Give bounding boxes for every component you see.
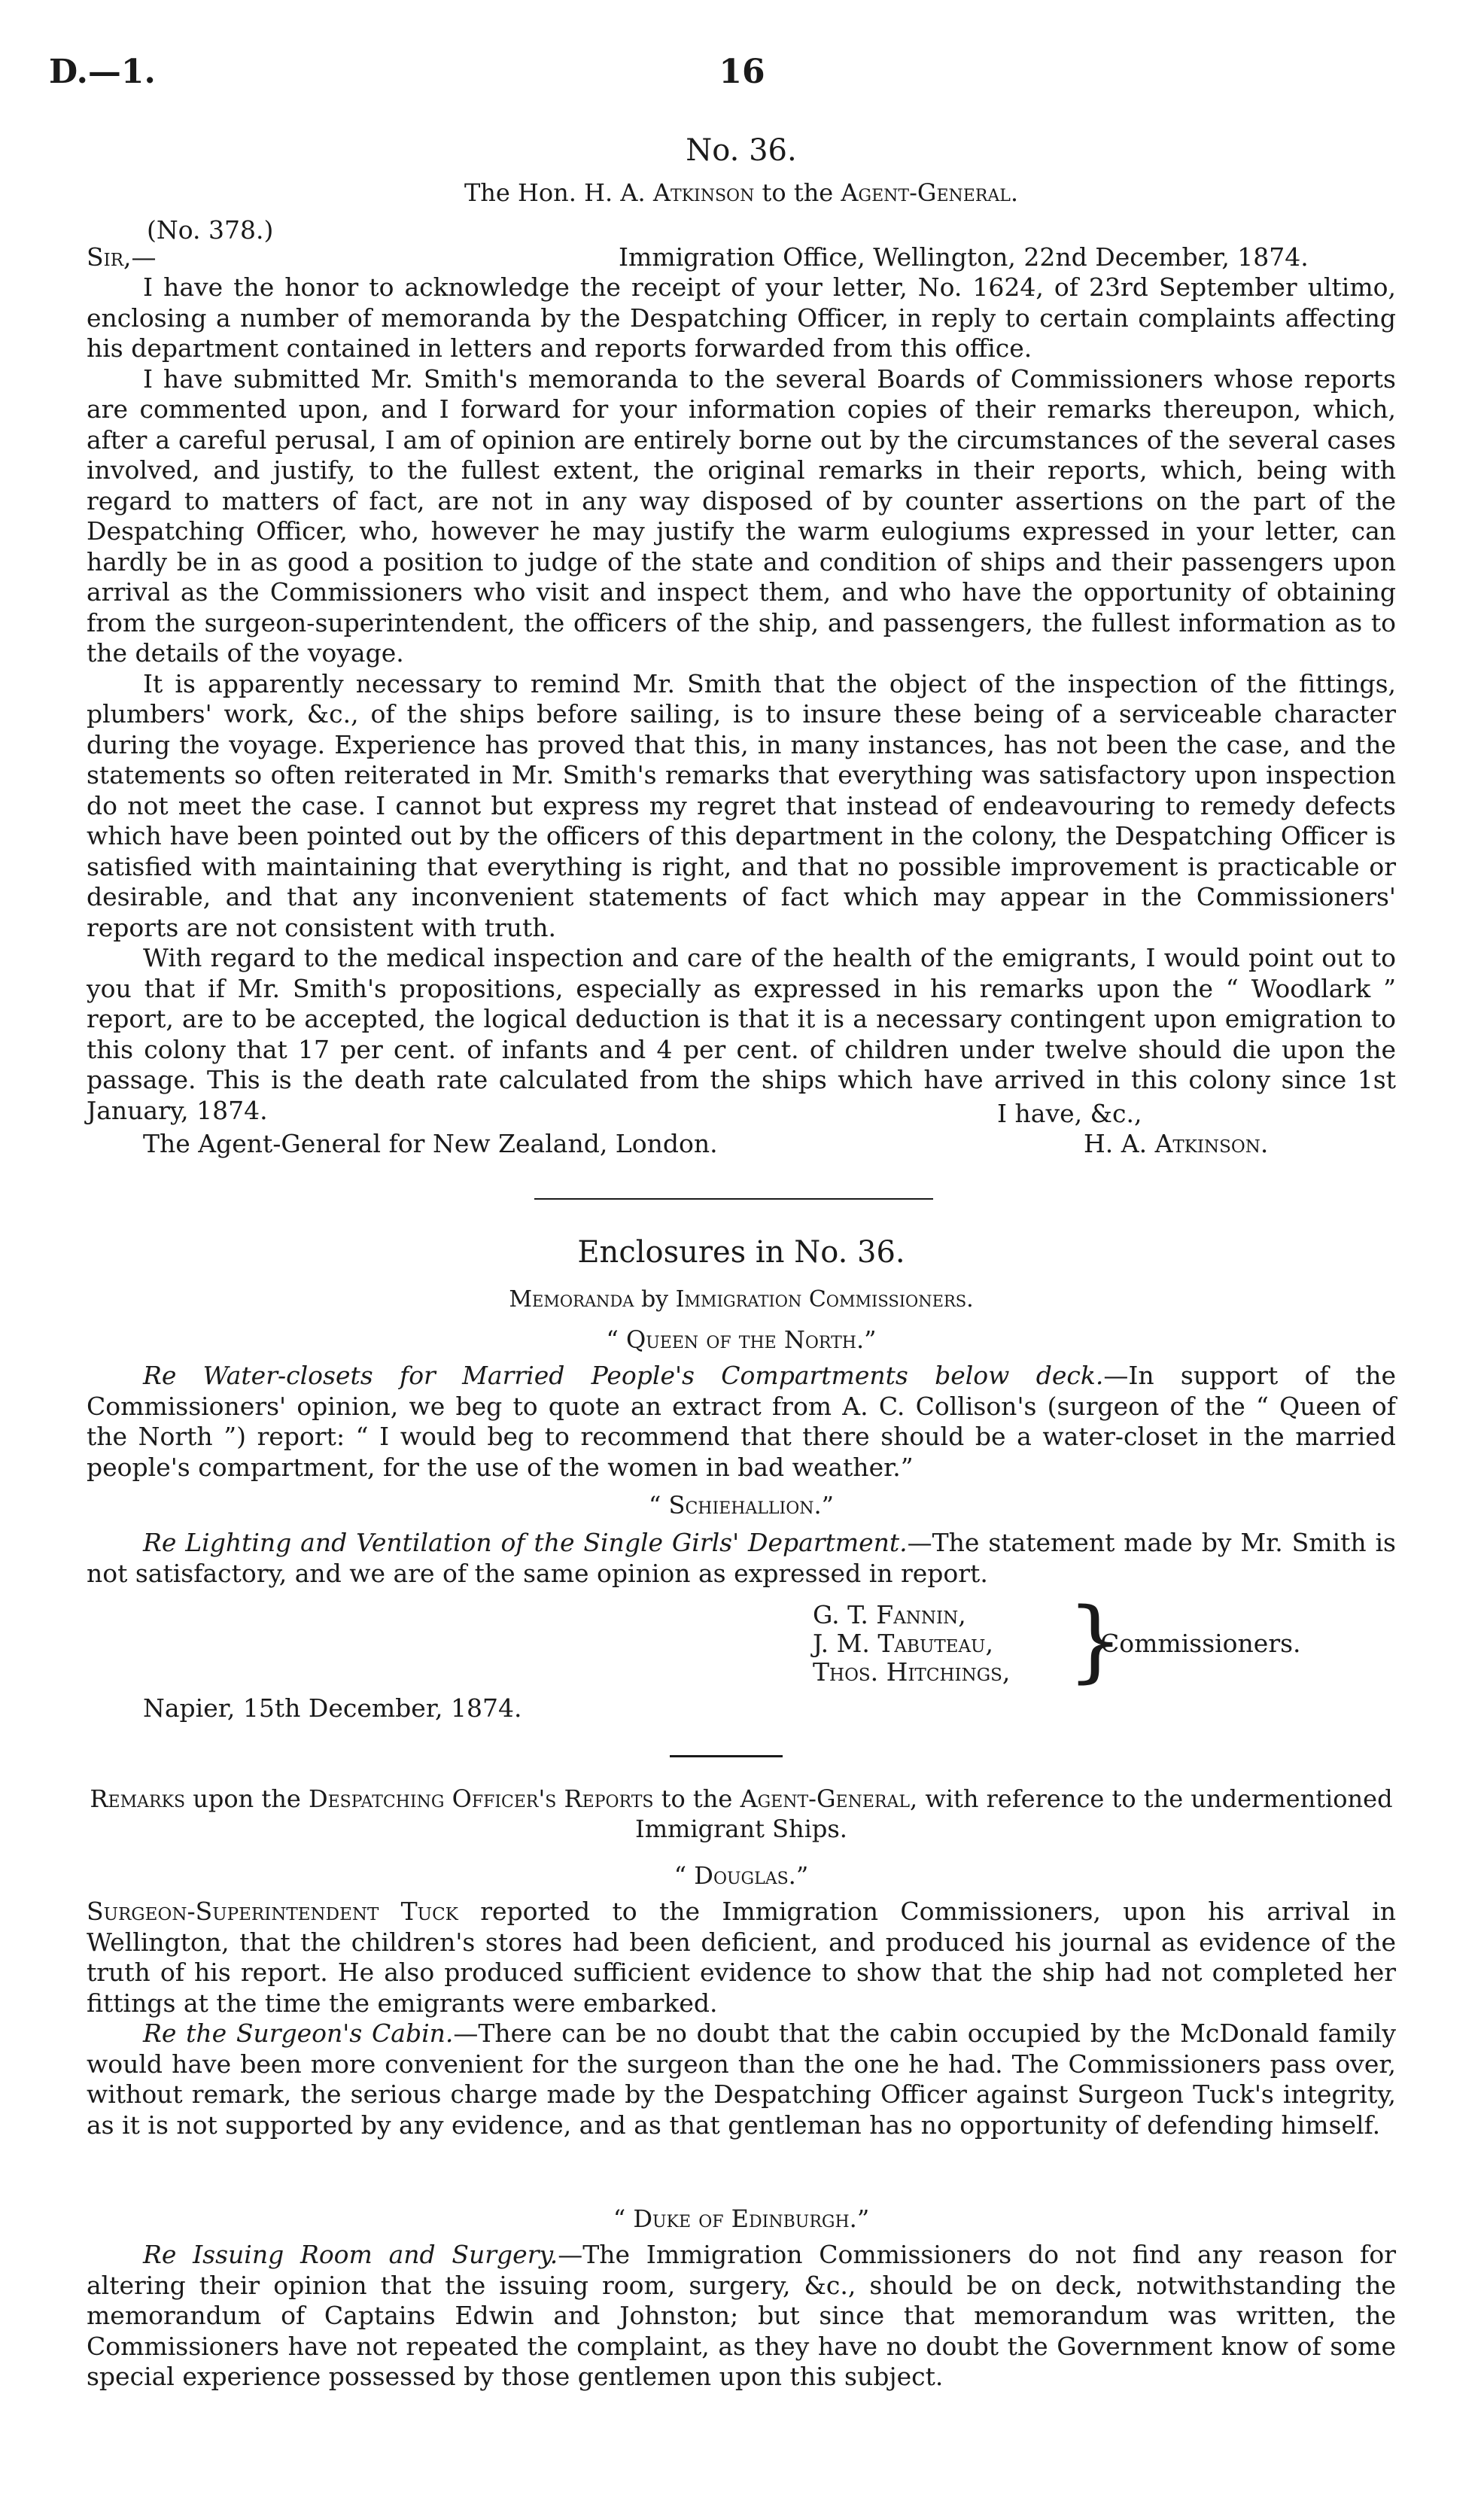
letter-paragraph: It is apparently necessary to remind Mr. Smith that the object of the inspection of the fittings, plumbers' work, &c., of the ships before sailing, is to insure these being of a serviceable character during the voyage. Experience has proved that this, in many instances, has not been the case, and the statements so often reiterated in Mr. Smith's remarks that everything was satisfactory upon inspection do not meet the case. I cannot but express my regret that instead of endeavouring to remedy defects which have been pointed out by the officers of this department in the colony, the Despatching Officer is satisfied with maintaining that everything is right, and that no possible improvement is practicable or desirable, and that any inconvenient statements of fact which may appear in the Commissioners' reports are not consistent with truth. <box>87 668 1396 942</box>
brace-glyph: } <box>1067 1588 1124 1692</box>
remarks-duke-of-edinburgh: Re Issuing Room and Surgery.—The Immigration Commissioners do not find any reason for altering their opinion that the issuing room, surgery, &c., should be on deck, notwithstanding the memorandum of Captains Edwin and Johnston; but since that memorandum was written, the Commissioners have not repeated the complaint, as they have no doubt the Government know of some special experience possessed by those gentlemen upon this subject. <box>87 2240 1396 2391</box>
letter-paragraph: With regard to the medical inspection and care of the health of the emigrants, I would point out to you that if Mr. Smith's propositions, especially as expressed in his remarks upon the “ Woodlark ” report, are to be accepted, the logical deduction is that it is a necessary contingent upon emigration to this colony that 17 per cent. of infants and 4 per cent. of children under twelve should die upon the passage. This is the death rate calculated from the ships which have arrived in this colony since 1st January, 1874. <box>87 943 1396 1125</box>
enclosures-title: Enclosures in No. 36. <box>577 1235 905 1270</box>
ship-heading-schiehallion: “ Schiehallion.” <box>648 1491 835 1520</box>
closing: I have, &c., <box>997 1099 1142 1128</box>
enclosure-place-date: Napier, 15th December, 1874. <box>143 1693 522 1723</box>
signatory: Thos. Hitchings, <box>813 1657 1011 1687</box>
signatory: J. M. Tabuteau, <box>813 1629 993 1658</box>
enclosure-paragraph-1: Re Water-closets for Married People's Compartments below deck.—In support of the Commissioners' opinion, we beg to quote an extract from A. C. Collison's (surgeon of the “ Queen of the North ”) report: “ I would beg to recommend that there should be a water-closet in the married people's compartment, for the use of the women in bad weather.” <box>87 1361 1396 1482</box>
letter-body <box>87 272 1396 1126</box>
page-header <box>49 53 1435 98</box>
letter-paragraph: I have the honor to acknowledge the receipt of your letter, No. 1624, of 23rd September ultimo, enclosing a number of memoranda by the Despatching Officer, in reply to certain complaints affecting his department contained in letters and reports forwarded from this office. <box>87 272 1396 363</box>
signatory: G. T. Fannin, <box>813 1600 966 1629</box>
ship-heading-duke-of-edinburgh: “ Duke of Edinburgh.” <box>613 2204 870 2233</box>
document-reference: D.—1. <box>49 53 156 91</box>
section-divider <box>534 1198 933 1200</box>
signature: H. A. Atkinson. <box>1084 1129 1269 1158</box>
letter-place-date: Immigration Office, Wellington, 22nd December, 1874. <box>619 242 1309 272</box>
letter-ref: (No. 378.) <box>147 215 274 245</box>
letter-heading: The Hon. H. A. Atkinson to the Agent-General. <box>464 178 1019 207</box>
commissioners-label: Commissioners. <box>1100 1629 1301 1658</box>
remarks-douglas: Surgeon-Superintendent Tuck reported to the Immigration Commissioners, upon his arrival in Wellington, that the children's stores had been deficient, and produced his journal as evidence of the truth of his report. He also produced sufficient evidence to show that the ship had not completed her fittings at the time the emigrants were embarked. Re the Surgeon's Cabin.—There can be no doubt that the cabin occupied by the McDonald family would have been more convenient for the surgeon than the one he had. The Commissioners pass over, without remark, the serious charge made by the Despatching Officer against Surgeon Tuck's integrity, as it is not supported by any evidence, and as that gentleman has no opportunity of defending himself. <box>87 1897 1396 2140</box>
enclosure-paragraph-2: Re Lighting and Ventilation of the Single Girls' Department.—The statement made by Mr. Smith is not satisfactory, and we are of the same opinion as expressed in report. <box>87 1528 1396 1588</box>
letter-paragraph: I have submitted Mr. Smith's memoranda to the several Boards of Commissioners whose reports are commented upon, and I forward for your information copies of their remarks thereupon, which, after a careful perusal, I am of opinion are entirely borne out by the circumstances of the several cases involved, and justify, to the fullest extent, the original remarks in their reports, which, being with regard to matters of fact, are not in any way disposed of by counter assertions on the part of the Despatching Officer, who, however he may justify the warm eulogiums expressed in your letter, can hardly be in as good a position to judge of the state and condition of ships and their passengers upon arrival as the Commissioners who visit and inspect them, and who have the opportunity of obtaining from the surgeon-superintendent, the officers of the ship, and passengers, the fullest information as to the details of the voyage. <box>87 364 1396 668</box>
section-divider <box>670 1755 783 1757</box>
page-number: 16 <box>719 53 765 91</box>
remarks-heading: Remarks upon the Despatching Officer's Reports to the Agent-General, with reference to the undermentioned Immigrant Ships. <box>90 1784 1393 1843</box>
letter-number: No. 36. <box>686 133 797 168</box>
ship-heading-queen-of-the-north: “ Queen of the North.” <box>606 1325 877 1354</box>
salutation: Sir,— <box>87 242 157 272</box>
ship-heading-douglas: “ Douglas.” <box>674 1861 809 1890</box>
addressee: The Agent-General for New Zealand, London. <box>143 1129 718 1158</box>
memoranda-heading: Memoranda by Immigration Commissioners. <box>509 1286 974 1313</box>
